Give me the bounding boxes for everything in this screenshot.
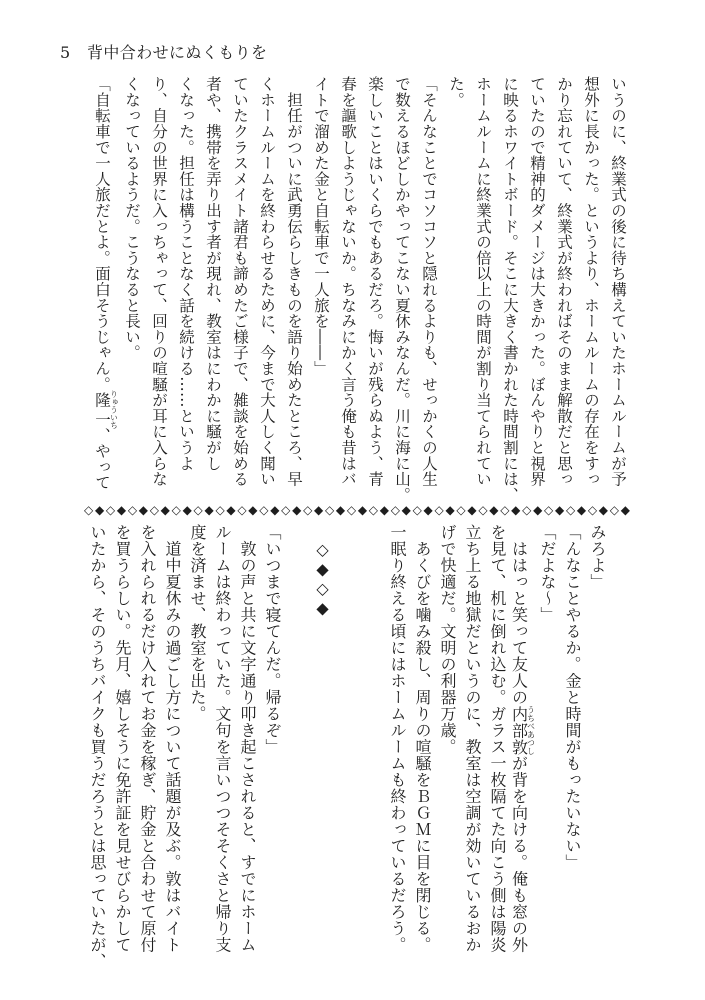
text-line: くなっているようだ。こうなると長い。: [123, 76, 141, 361]
outline-diamond-icon: ◇: [565, 503, 576, 517]
outline-diamond-icon: ◇: [215, 503, 225, 517]
ruby-text: うちべあつし: [526, 705, 536, 755]
filled-diamond-icon: ◆: [445, 503, 455, 517]
text-line: 「いつまで寝てんだ。帰るぞ」: [263, 524, 282, 755]
filled-diamond-icon: ◆: [533, 503, 543, 517]
text-line: に映るホワイトボード。そこに大きく書かれた時間割には、: [501, 76, 519, 503]
filled-diamond-icon: ◆: [401, 503, 411, 517]
furigana: [509, 705, 536, 756]
filled-diamond-icon: ◆: [270, 503, 280, 517]
text-segment: 「自転車で一人旅だとよ。面白そうじゃん。: [93, 76, 111, 392]
outline-diamond-icon: ◇: [478, 503, 488, 517]
text-line: 想外に長かった。というより、ホームルームの存在をすっ: [582, 76, 600, 487]
text-line: いたから、そのうちバイクも買うだろうとは思っていたが、: [88, 524, 107, 970]
filled-diamond-icon: ◆: [423, 503, 433, 517]
filled-diamond-icon: ◆: [204, 503, 214, 517]
text-line: くホームルームを終わらせるために、今まで大人しく聞い: [258, 76, 276, 487]
text-line: [510, 524, 535, 984]
text-line: を見て、机に倒れ込む。ガラス一枚隔てた向こう側は陽炎: [488, 524, 507, 953]
outline-diamond-icon: ◇: [171, 503, 181, 517]
outline-diamond-icon: ◇: [456, 503, 466, 517]
text-line: 担任がついに武勇伝らしきものを語り始めたところ、早: [285, 76, 303, 487]
text-line: いうのに、終業式の後に待ち構えていたホームルームが予: [609, 76, 627, 487]
filled-diamond-icon: ◆: [511, 503, 521, 517]
text-line: イトで溜めた金と自転車で一人旅を――」: [312, 76, 330, 377]
text-line: げで快適だ。文明の利器万歳。: [438, 524, 457, 755]
outline-diamond-icon: ◇: [237, 503, 247, 517]
outline-diamond-icon: ◇: [105, 503, 116, 517]
outline-diamond-icon: ◇: [544, 503, 554, 517]
text-line: を買うらしい。先月、嬉しそうに免許証を見せびらかして: [113, 524, 132, 953]
filled-diamond-icon: ◆: [182, 503, 192, 517]
outline-diamond-icon: ◇: [587, 503, 598, 517]
text-line: かり忘れていて、終業式が終わればそのまま解散だと思っ: [555, 76, 573, 487]
running-header: [60, 42, 267, 64]
filled-diamond-icon: ◆: [467, 503, 477, 517]
filled-diamond-icon: ◆: [94, 503, 105, 517]
text-line: ルームは終わっていた。文句を言いつつそそくさと帰り支: [213, 524, 232, 953]
outline-diamond-icon: ◇: [434, 503, 444, 517]
outline-diamond-icon: ◇: [303, 503, 313, 517]
filled-diamond-icon: ◆: [248, 503, 258, 517]
filled-diamond-icon: ◆: [335, 503, 346, 517]
text-line: あくびを噛み殺し、周りの喧騒をＢＧＭに目を閉じる。: [413, 524, 432, 953]
text-line: 敦の声と共に文字通り叩き起こされると、すでにホーム: [238, 524, 257, 953]
blank-line: [335, 524, 360, 984]
outline-diamond-icon: ◇: [193, 503, 203, 517]
ruby-text: りゅういち: [109, 390, 119, 429]
text-line: くなった。担任は構うことなく話を続ける……というよ: [177, 76, 195, 471]
filled-diamond-icon: ◆: [379, 503, 389, 517]
scene-break-marker: ◇◆◇◆: [313, 540, 332, 618]
ruby-base: 隆一: [93, 390, 111, 429]
filled-diamond-icon: ◆: [357, 503, 368, 517]
filled-diamond-icon: ◆: [489, 503, 499, 517]
filled-diamond-icon: ◆: [160, 503, 170, 517]
blank-line: [360, 524, 385, 984]
upper-tier-text: [91, 76, 631, 516]
text-line: り、自分の世界に入っちゃって、回りの喧騒が耳に入らな: [150, 76, 168, 487]
filled-diamond-icon: ◆: [314, 503, 324, 517]
text-line: た。: [447, 76, 465, 108]
text-line: ていたクラスメイト諸君も諦めたご様子で、雑談を始める: [231, 76, 249, 487]
outline-diamond-icon: ◇: [522, 503, 532, 517]
outline-diamond-icon: ◇: [368, 503, 379, 517]
text-line: で数えるほどしかやってこない夏休みなんだ。川に海に山。: [393, 76, 411, 503]
text-line: ていたので精神的ダメージは大きかった。ぼんやりと視界: [528, 76, 546, 487]
text-line: 「だよな～」: [538, 524, 557, 623]
page-number: 5: [60, 43, 71, 62]
outline-diamond-icon: ◇: [84, 503, 94, 517]
filled-diamond-icon: ◆: [598, 503, 609, 517]
outline-diamond-icon: ◇: [281, 503, 291, 517]
lower-tier-text: [85, 524, 610, 984]
text-line: 道中夏休みの過ごし方について話題が及ぶ。敦はバイト: [163, 524, 182, 953]
text-line: 一眠り終える頃にはホームルームも終わっているだろう。: [388, 524, 407, 953]
filled-diamond-icon: ◆: [576, 503, 587, 517]
outline-diamond-icon: ◇: [390, 503, 400, 517]
text-line: [91, 76, 118, 516]
section-divider: [84, 503, 630, 517]
filled-diamond-icon: ◆: [292, 503, 302, 517]
blank-line: [285, 524, 310, 984]
text-line: ホームルームに終業式の倍以上の時間が割り当てられてい: [474, 76, 492, 487]
outline-diamond-icon: ◇: [609, 503, 619, 517]
outline-diamond-icon: ◇: [500, 503, 510, 517]
text-line: 春を謳歌しようじゃないか。ちなみにかく言う俺も昔はバ: [339, 76, 357, 487]
outline-diamond-icon: ◇: [259, 503, 269, 517]
text-line: 楽しいことはいくらでもあるだろ。悔いが残らぬよう、青: [366, 76, 384, 487]
text-line: 者や、携帯を弄り出す者が現れ、教室はにわかに騒がし: [204, 76, 222, 471]
chapter-title: 背中合わせにぬくもりを: [87, 43, 268, 62]
filled-diamond-icon: ◆: [554, 503, 565, 517]
outline-diamond-icon: ◇: [127, 503, 138, 517]
filled-diamond-icon: ◆: [116, 503, 127, 517]
filled-diamond-icon: ◆: [138, 503, 148, 517]
outline-diamond-icon: ◇: [324, 503, 335, 517]
outline-diamond-icon: ◇: [346, 503, 357, 517]
outline-diamond-icon: ◇: [149, 503, 159, 517]
text-segment: 、やって: [93, 427, 111, 491]
filled-diamond-icon: ◆: [226, 503, 236, 517]
text-line: みろよ」: [588, 524, 607, 590]
outline-diamond-icon: ◇: [412, 503, 422, 517]
ruby-base: 内部敦: [509, 705, 529, 755]
text-line: 「そんなことでコソコソと隠れるよりも、せっかくの人生: [420, 76, 438, 487]
text-line: 「んなことやるか。金と時間がもったいない」: [563, 524, 582, 871]
furigana: [93, 390, 119, 429]
text-line: 立ち上る地獄だというのに、教室は空調が効いているおか: [463, 524, 482, 953]
text-segment: ははっと笑って友人の: [509, 524, 529, 706]
text-segment: が背を向ける。俺も窓の外: [509, 755, 529, 953]
text-line: 度を済ませ、教室を出た。: [188, 524, 207, 722]
filled-diamond-icon: ◆: [620, 503, 630, 517]
text-line: を入れられるだけ入れてお金を稼ぎ、貯金と合わせて原付: [138, 524, 157, 953]
